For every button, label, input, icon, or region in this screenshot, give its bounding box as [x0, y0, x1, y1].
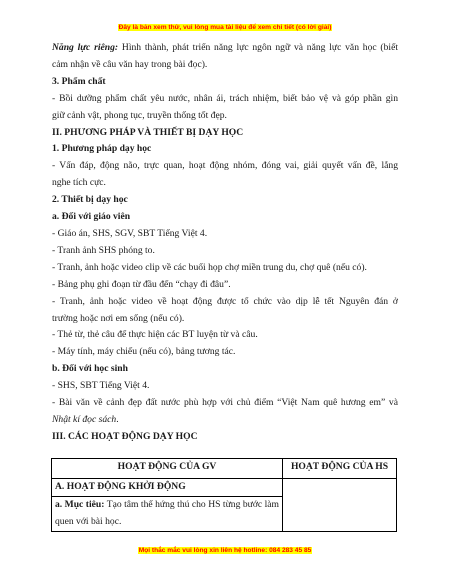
hotline-banner: Mọi thắc mắc vui lòng xin liên hệ hotline: 084 283 45 85	[138, 547, 312, 554]
quality-line-2: giữ cảnh vật, phong tục, truyền thống tốt đẹp.	[52, 109, 227, 121]
method-heading: 1. Phương pháp dạy học	[52, 143, 152, 155]
teacher-item-5-line-2: trường hoặc nơi em sống (nếu có).	[52, 312, 185, 324]
preview-notice-banner: Đây là bản xem thử, vui lòng mua tài liệu để xem chi tiết (có lời giải)	[118, 24, 332, 31]
teacher-item-2: - Tranh ảnh SHS phóng to.	[52, 244, 155, 256]
student-item-1: - SHS, SBT Tiếng Việt 4.	[52, 380, 150, 392]
method-line-1: - Vấn đáp, động não, trực quan, hoạt động nhóm, đóng vai, giải quyết vấn đề, lắng	[52, 160, 398, 172]
goal-line-1: a. Mục tiêu: Tạo tâm thế hứng thú cho HS từng bước làm	[55, 498, 280, 510]
activity-table	[51, 458, 397, 532]
teacher-item-3: - Tranh, ảnh hoặc video clip về các buổi họp chợ miền trung du, chợ quê (nếu có).	[52, 261, 367, 273]
method-line-2: nghe tích cực.	[52, 177, 106, 189]
teacher-heading: a. Đối với giáo viên	[52, 211, 131, 223]
teacher-activity-cell	[52, 479, 283, 497]
teacher-item-4: - Bảng phụ ghi đoạn từ đầu đến “chạy đi đâu”.	[52, 278, 231, 290]
goal-line-2: quen với bài học.	[55, 515, 122, 527]
equipment-heading: 2. Thiết bị dạy học	[52, 194, 128, 206]
quality-heading: 3. Phẩm chất	[52, 75, 106, 87]
warmup-heading: A. HOẠT ĐỘNG KHỞI ĐỘNG	[55, 481, 186, 492]
competency-line: Năng lực riêng: Hình thành, phát triển năng lực ngôn ngữ và năng lực văn học (biết	[52, 42, 398, 53]
teacher-item-6: - Thẻ từ, thẻ câu để thực hiện các BT luyện từ và câu.	[52, 329, 258, 341]
student-heading: b. Đối với học sinh	[52, 363, 128, 375]
student-item-2-line-1: - Bài văn về cảnh đẹp đất nước phù hợp với chủ điểm “Việt Nam quê hương em” và	[52, 397, 398, 409]
document-body	[52, 40, 398, 446]
teacher-item-5-line-1: - Tranh, ảnh hoặc video về hoạt động được tổ chức vào dịp lễ tết Nguyên đán ở	[52, 295, 398, 307]
table-header-row	[52, 459, 397, 479]
student-item-2-line-2: Nhật kí đọc sách.	[52, 413, 119, 425]
section-2-heading: II. PHƯƠNG PHÁP VÀ THIẾT BỊ DẠY HỌC	[52, 126, 244, 138]
teacher-item-7: - Máy tính, máy chiếu (nếu có), bảng tương tác.	[52, 346, 236, 358]
teacher-activity-header: HOẠT ĐỘNG CỦA GV	[52, 459, 283, 479]
teacher-item-1: - Giáo án, SHS, SGV, SBT Tiếng Việt 4.	[52, 227, 208, 239]
quality-line-1: - Bồi dưỡng phẩm chất yêu nước, nhân ái, trách nhiệm, biết bảo vệ và góp phần gìn	[52, 92, 398, 104]
student-activity-cell	[283, 479, 397, 532]
goal-cell	[52, 496, 283, 531]
student-activity-header: HOẠT ĐỘNG CỦA HS	[283, 459, 397, 479]
competency-line-2: cảm nhận về câu văn hay trong bài đọc).	[52, 58, 208, 70]
section-3-heading: III. CÁC HOẠT ĐỘNG DẠY HỌC	[52, 430, 198, 442]
table-row	[52, 479, 397, 497]
